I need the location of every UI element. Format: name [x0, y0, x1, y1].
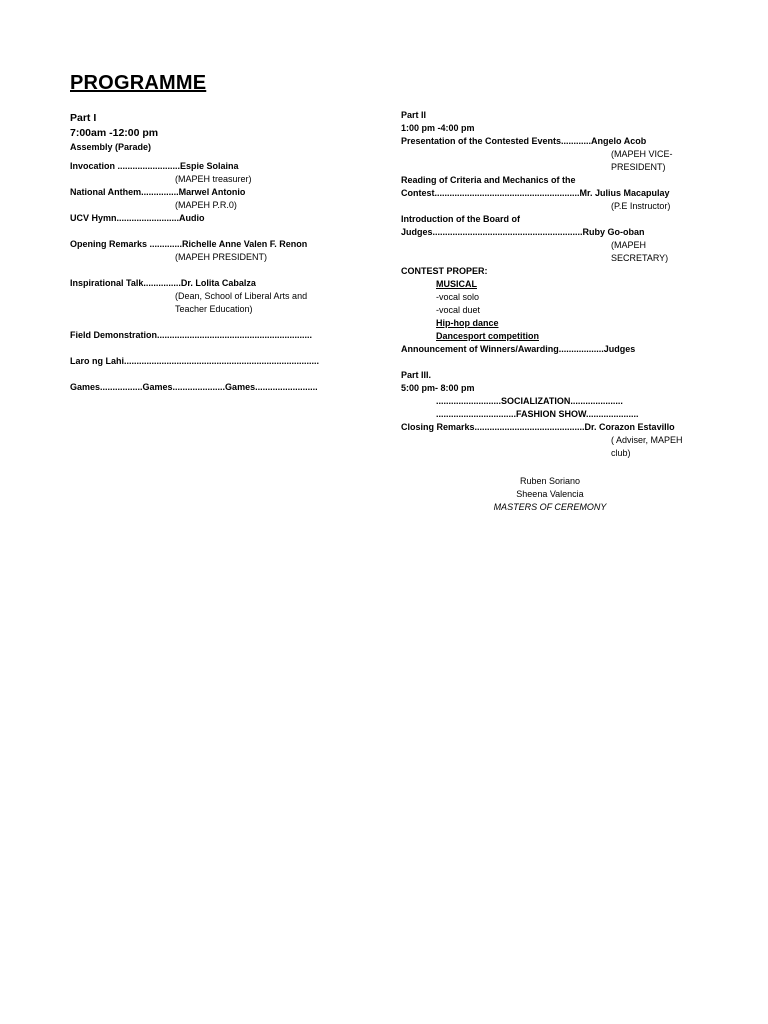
fashion-show-item: ................................FASHION SHOW.....................	[436, 409, 639, 419]
reading-criteria-role: (P.E Instructor)	[611, 201, 671, 211]
reading-criteria-line2: Contest..........................................................Mr. Julius Macapulay	[401, 188, 670, 198]
announcement-item: Announcement of Winners/Awarding..................Judges	[401, 344, 636, 354]
part-1-heading: Part I	[70, 112, 97, 124]
hiphop-category: Hip-hop dance	[436, 318, 499, 328]
part-1-time: 7:00am -12:00 pm	[70, 127, 159, 139]
opening-remarks-role: (MAPEH PRESIDENT)	[175, 252, 268, 262]
hymn-item: UCV Hymn.........................Audio	[70, 213, 205, 223]
opening-remarks-item: Opening Remarks .............Richelle Anne Valen F. Renon	[70, 239, 308, 249]
socialization-item: ..........................SOCIALIZATION.....................	[436, 396, 623, 406]
anthem-role: (MAPEH P.R.0)	[175, 200, 237, 210]
presentation-role-line2: PRESIDENT)	[611, 162, 666, 172]
part-2-3-column	[401, 109, 711, 460]
dancesport-category: Dancesport competition	[436, 331, 540, 341]
part-2-time: 1:00 pm -4:00 pm	[401, 123, 475, 133]
games-item: Games.................Games.....................Games.........................	[70, 382, 318, 392]
invocation-item: Invocation .........................Espie Solaina	[70, 161, 239, 171]
closing-remarks-item: Closing Remarks............................................Dr. Corazon Estavillo	[401, 422, 675, 432]
contest-proper-heading: CONTEST PROPER:	[401, 266, 488, 276]
anthem-item: National Anthem...............Marwel Antonio	[70, 187, 246, 197]
presentation-role-line1: (MAPEH VICE-	[611, 149, 673, 159]
mc-name-1: Ruben Soriano	[519, 476, 581, 486]
inspirational-role-line2: Teacher Education)	[175, 304, 253, 314]
closing-role-line2: club)	[611, 448, 631, 458]
field-demonstration-item: Field Demonstration..............................................................	[70, 330, 313, 340]
intro-judges-role-line2: SECRETARY)	[611, 253, 669, 263]
invocation-role: (MAPEH treasurer)	[175, 174, 252, 184]
reading-criteria-line1: Reading of Criteria and Mechanics of the	[401, 175, 576, 185]
assembly-item: Assembly (Parade)	[70, 142, 152, 152]
closing-role-line1: ( Adviser, MAPEH	[611, 435, 683, 445]
part-3-heading: Part III.	[401, 370, 432, 380]
presentation-item: Presentation of the Contested Events............Angelo Acob	[401, 136, 647, 146]
vocal-duet-item: -vocal duet	[436, 305, 481, 315]
inspirational-role-line1: (Dean, School of Liberal Arts and	[175, 291, 308, 301]
intro-judges-line1: Introduction of the Board of	[401, 214, 520, 224]
intro-judges-role-line1: (MAPEH	[611, 240, 647, 250]
masters-of-ceremony	[470, 475, 630, 514]
part-2-heading: Part II	[401, 110, 427, 120]
part-3-time: 5:00 pm- 8:00 pm	[401, 383, 475, 393]
part-1-column	[70, 111, 370, 394]
laro-ng-lahi-item: Laro ng Lahi..............................................................................	[70, 356, 320, 366]
musical-category: MUSICAL	[436, 279, 477, 289]
page-title: PROGRAMME	[70, 72, 207, 94]
vocal-solo-item: -vocal solo	[436, 292, 480, 302]
mc-label: MASTERS OF CEREMONY	[493, 502, 607, 512]
intro-judges-line2: Judges............................................................Ruby Go-oban	[401, 227, 645, 237]
mc-name-2: Sheena Valencia	[516, 489, 584, 499]
inspirational-talk-item: Inspirational Talk...............Dr. Lolita Cabalza	[70, 278, 256, 288]
